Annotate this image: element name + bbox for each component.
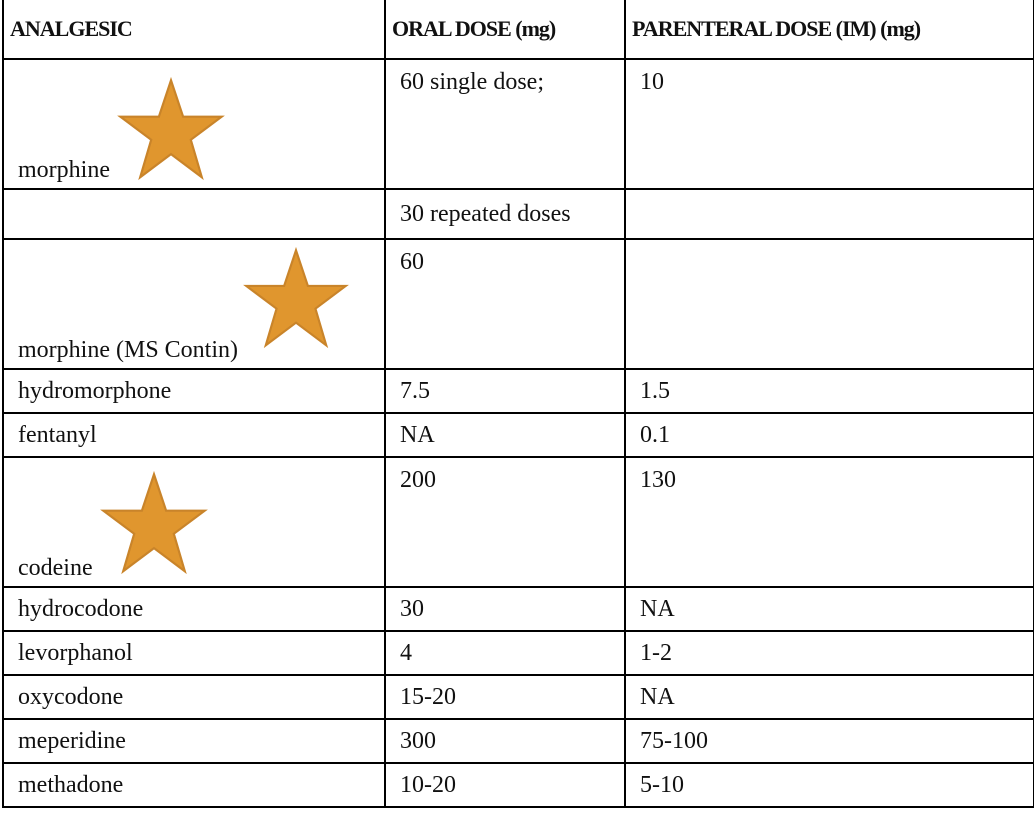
- analgesic-name: morphine (MS Contin): [18, 337, 238, 363]
- parenteral-dose-cell: 10: [625, 59, 1034, 189]
- analgesic-cell: hydrocodone: [3, 587, 385, 631]
- oral-dose-cell: 30 repeated doses: [385, 189, 625, 239]
- header-oral-dose: ORAL DOSE (mg): [385, 0, 625, 59]
- parenteral-dose-cell: 5-10: [625, 763, 1034, 807]
- table-row: [3, 763, 1034, 807]
- analgesic-cell: meperidine: [3, 719, 385, 763]
- analgesic-cell: methadone: [3, 763, 385, 807]
- oral-dose-cell: 60 single dose;: [385, 59, 625, 189]
- table-row: [3, 369, 1034, 413]
- table-row: [3, 631, 1034, 675]
- table-row: [3, 587, 1034, 631]
- oral-dose-cell: 7.5: [385, 369, 625, 413]
- table-row: [3, 59, 1034, 189]
- oral-dose-cell: 200: [385, 457, 625, 587]
- oral-dose-cell: 60: [385, 239, 625, 369]
- table-row: [3, 719, 1034, 763]
- table-row: [3, 457, 1034, 587]
- star-icon: [116, 76, 226, 186]
- parenteral-dose-cell: 75-100: [625, 719, 1034, 763]
- oral-dose-cell: 30: [385, 587, 625, 631]
- parenteral-dose-cell: 0.1: [625, 413, 1034, 457]
- table-row: [3, 675, 1034, 719]
- oral-dose-cell: 15-20: [385, 675, 625, 719]
- analgesic-cell: levorphanol: [3, 631, 385, 675]
- star-icon: [242, 246, 350, 354]
- analgesic-cell: [3, 457, 385, 587]
- oral-dose-cell: NA: [385, 413, 625, 457]
- oral-dose-cell: 300: [385, 719, 625, 763]
- parenteral-dose-cell: [625, 189, 1034, 239]
- header-parenteral-dose: PARENTERAL DOSE (IM) (mg): [625, 0, 1034, 59]
- equianalgesic-dose-table: [2, 0, 1034, 808]
- analgesic-cell: hydromorphone: [3, 369, 385, 413]
- table-row: [3, 239, 1034, 369]
- header-row: [3, 0, 1034, 59]
- analgesic-name: morphine: [18, 157, 110, 183]
- analgesic-cell: oxycodone: [3, 675, 385, 719]
- oral-dose-cell: 10-20: [385, 763, 625, 807]
- analgesic-cell: fentanyl: [3, 413, 385, 457]
- parenteral-dose-cell: NA: [625, 675, 1034, 719]
- table-row: [3, 413, 1034, 457]
- parenteral-dose-cell: 1.5: [625, 369, 1034, 413]
- analgesic-name: codeine: [18, 555, 93, 581]
- header-analgesic: ANALGESIC: [3, 0, 385, 59]
- parenteral-dose-cell: 130: [625, 457, 1034, 587]
- parenteral-dose-cell: 1-2: [625, 631, 1034, 675]
- analgesic-cell: [3, 239, 385, 369]
- analgesic-cell: [3, 189, 385, 239]
- star-icon: [99, 470, 209, 580]
- parenteral-dose-cell: [625, 239, 1034, 369]
- table-row: [3, 189, 1034, 239]
- oral-dose-cell: 4: [385, 631, 625, 675]
- analgesic-cell: [3, 59, 385, 189]
- parenteral-dose-cell: NA: [625, 587, 1034, 631]
